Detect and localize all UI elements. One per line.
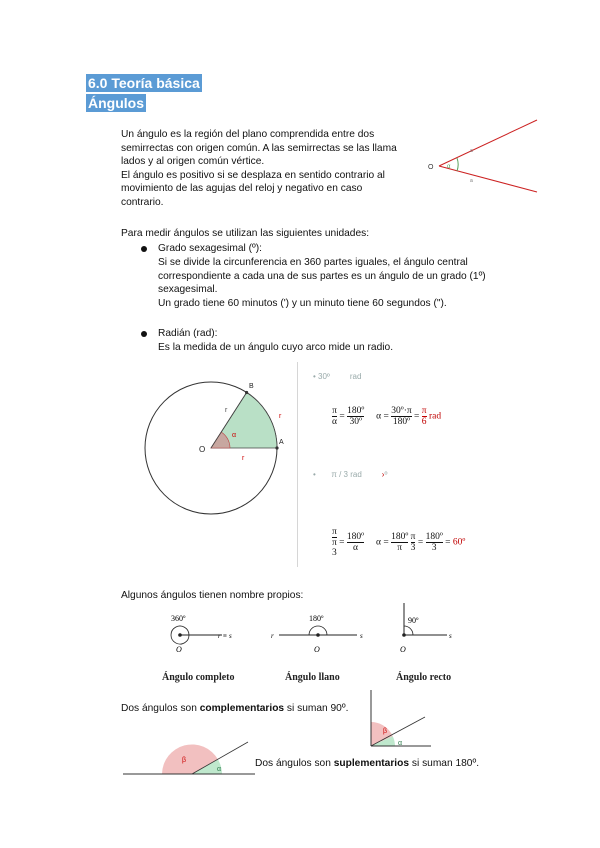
comp-alpha: α [398, 740, 403, 747]
intro-line: movimiento de las agujas del reloj y negativo en caso [121, 183, 363, 195]
intro-line: lados y al origen común vértice. [121, 156, 265, 168]
supplementary-text: Dos ángulos son suplementarios si suman 180º. [255, 758, 480, 769]
complete-angle-figure [160, 608, 240, 656]
label-o: O [199, 445, 206, 454]
complementary-text: Dos ángulos son complementarios si suman 90º. [121, 703, 349, 714]
supp-alpha: α [217, 766, 222, 773]
hint-deg: 30º [318, 372, 330, 381]
right-angle-figure [392, 600, 462, 656]
complementary-term: complementarios [199, 703, 285, 714]
angle-figure [425, 115, 540, 195]
complete-relation: r ≡ s [218, 632, 232, 640]
angle-ray-lower [439, 166, 537, 192]
vertex-label: O [428, 164, 434, 171]
equation-2: π π 3 = $\frac{\text{180º}}{\alpha}$ α = $\frac{\text{180º}}{\pi}$ $\frac{\pi}{3}$ = $\frac{\text{180º}}{3}$ = 60º [332, 527, 466, 558]
intro-line: El ángulo es positivo si se desplaza en sentido contrario al [121, 169, 385, 181]
label-alpha: α [232, 432, 237, 439]
radian-description: Es la medida de un ángulo cuyo arco mide un radio. [158, 342, 394, 353]
intro-line: contrario. [121, 196, 164, 208]
label-r-base: r [242, 455, 245, 462]
sexagesimal-title: Grado sexagesimal (º): [158, 243, 262, 254]
right-degree: 90º [408, 616, 419, 625]
straight-degree: 180º [309, 614, 324, 623]
straight-o: O [314, 645, 320, 654]
sexagesimal-line: sexagesimal. [158, 284, 218, 296]
straight-s: s [360, 632, 363, 640]
complete-o: O [176, 645, 182, 654]
intro-paragraph [121, 128, 397, 210]
complete-degree: 360º [171, 614, 186, 623]
conversion-hint-2: • π / 3 rad ›º [313, 470, 388, 479]
side-label-upper: a [470, 148, 473, 154]
straight-r: r [271, 632, 274, 640]
names-lead: Algunos ángulos tienen nombre propios: [121, 590, 304, 601]
caption-complete: Ángulo completo [162, 672, 235, 683]
complete-vertex [178, 633, 182, 637]
bullet-dot [141, 331, 147, 337]
comp-beta: β [383, 728, 388, 735]
conversion-hint-1: • 30º rad [313, 372, 362, 381]
label-a: A [279, 439, 284, 446]
caption-straight: Ángulo llano [285, 672, 340, 683]
radian-figure [140, 370, 300, 580]
sexagesimal-line: Si se divide la circunferencia en 360 partes iguales, el ángulo central [158, 257, 468, 268]
complementary-figure [365, 688, 435, 752]
sexagesimal-description [158, 256, 486, 310]
sexagesimal-line: Un grado tiene 60 minutos (') y un minuto tiene 60 segundos ("). [158, 297, 447, 309]
label-b: B [249, 383, 254, 390]
divider [297, 362, 298, 567]
straight-vertex [316, 633, 320, 637]
sexagesimal-line: correspondiente a cada una de sus partes es un ángulo de un grado (1º) [158, 270, 486, 282]
point-a [275, 446, 278, 449]
section-subtitle: Ángulos [88, 95, 144, 111]
hint-rad: rad [349, 372, 362, 381]
section-title: 6.0 Teoría básica [88, 75, 200, 91]
right-vertex [402, 633, 406, 637]
angle-arc [457, 158, 458, 171]
radian-title: Radián (rad): [158, 328, 218, 339]
bullet-dot [141, 246, 147, 252]
label-r-arc: r [279, 413, 282, 420]
intro-line: semirrectas con origen común. A las semirrectas se las llama [121, 142, 397, 154]
hint-deg-2: º [384, 470, 388, 479]
label-r-side: r [225, 407, 228, 414]
supplementary-term: suplementarios [333, 758, 410, 769]
hint-pi-rad: π / 3 rad [331, 470, 362, 479]
side-label-lower: a [470, 178, 473, 184]
straight-angle-figure [265, 608, 370, 656]
units-lead: Para medir ángulos se utilizan las siguientes unidades: [121, 228, 370, 239]
alpha-label: α [447, 164, 451, 170]
angle-ray-upper [439, 120, 537, 166]
supplementary-figure [120, 736, 255, 778]
right-o: O [400, 645, 406, 654]
equation-1: $\frac{\pi}{\alpha}$ = $\frac{\text{180º}}{\text{30º}}$ α = $\frac{\text{30º·π}}{\text{180º}}$ = $\frac{\pi}{6}$ rad [332, 406, 442, 427]
right-arc [404, 626, 413, 635]
right-s: s [449, 632, 452, 640]
caption-right: Ángulo recto [396, 672, 452, 683]
intro-line: Un ángulo es la región del plano comprendida entre dos [121, 129, 375, 140]
point-b [245, 391, 248, 394]
supp-beta: β [182, 757, 187, 764]
